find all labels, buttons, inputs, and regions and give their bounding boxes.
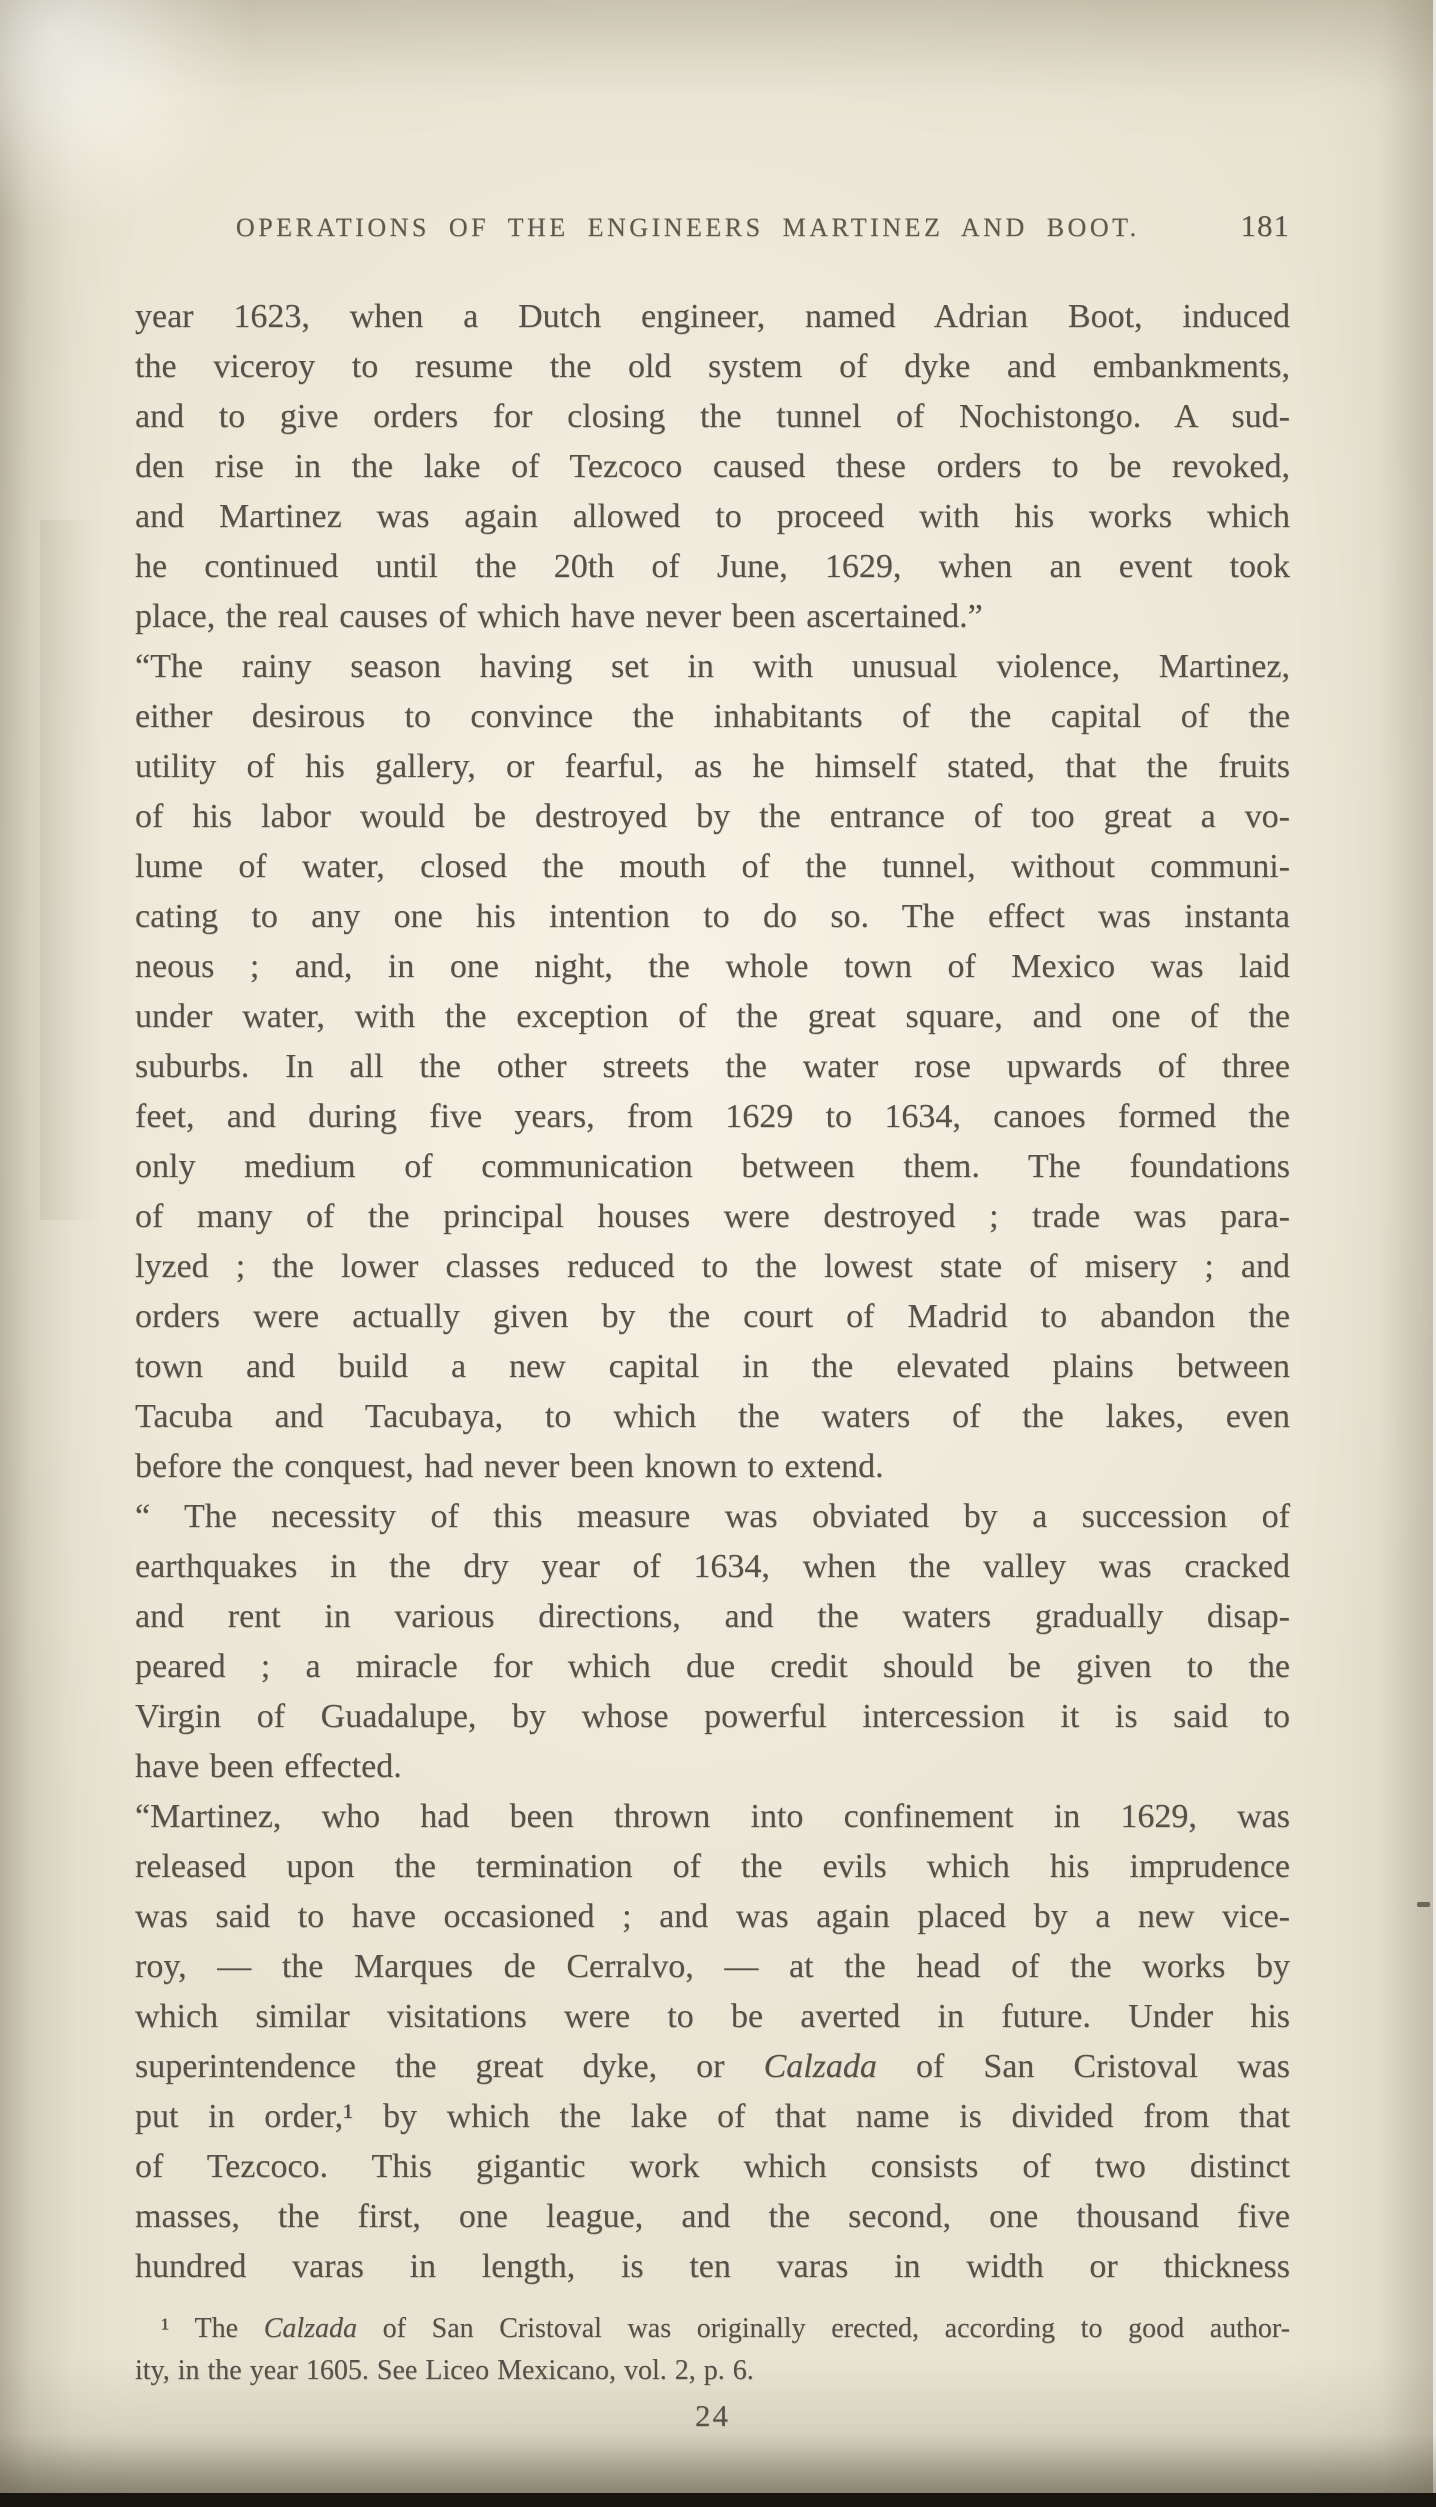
running-header bbox=[135, 208, 1290, 244]
paragraph bbox=[135, 1792, 1290, 2292]
text-line: released upon the termination of the evils which his imprudence bbox=[135, 1848, 1290, 1885]
text-line: “Martinez, who had been thrown into confinement in 1629, was bbox=[135, 1798, 1290, 1835]
folio-number: 24 bbox=[695, 2398, 730, 2433]
text-line: and rent in various directions, and the waters gradually disap- bbox=[135, 1598, 1290, 1635]
text-line: utility of his gallery, or fearful, as he himself stated, that the fruits bbox=[135, 748, 1290, 785]
paragraph bbox=[135, 292, 1290, 642]
text-line: lume of water, closed the mouth of the tunnel, without communi- bbox=[135, 848, 1290, 885]
text-line: which similar visitations were to be averted in future. Under his bbox=[135, 1998, 1290, 2035]
text-line: Virgin of Guadalupe, by whose powerful intercession it is said to bbox=[135, 1698, 1290, 1735]
text-line: put in order,¹ by which the lake of that name is divided from that bbox=[135, 2098, 1290, 2135]
page-body bbox=[135, 292, 1290, 2292]
paper-stain bbox=[40, 520, 100, 1220]
text-line: have been effected. bbox=[135, 1748, 402, 1785]
page-bottom-shadow bbox=[0, 2433, 1436, 2493]
text-line: under water, with the exception of the great square, and one of the bbox=[135, 998, 1290, 1035]
paragraph bbox=[135, 1492, 1290, 1792]
text-line: was said to have occasioned ; and was again placed by a new vice- bbox=[135, 1898, 1290, 1935]
text-line: roy, — the Marques de Cerralvo, — at the head of the works by bbox=[135, 1948, 1290, 1985]
text-line: before the conquest, had never been known to extend. bbox=[135, 1448, 884, 1485]
text-line: and Martinez was again allowed to proceed with his works which bbox=[135, 498, 1290, 535]
text-line: of his labor would be destroyed by the entrance of too great a vo- bbox=[135, 798, 1290, 835]
text-line: cating to any one his intention to do so. The effect was instanta bbox=[135, 898, 1290, 935]
text-line: neous ; and, in one night, the whole town of Mexico was laid bbox=[135, 948, 1290, 985]
text-line: ity, in the year 1605. See Liceo Mexicano, vol. 2, p. 6. bbox=[135, 2355, 754, 2386]
page-number-top: 181 bbox=[1240, 208, 1290, 243]
text-line: peared ; a miracle for which due credit should be given to the bbox=[135, 1648, 1290, 1685]
text-line: Tacuba and Tacubaya, to which the waters of the lakes, even bbox=[135, 1398, 1290, 1435]
text-line: either desirous to convince the inhabitants of the capital of the bbox=[135, 698, 1290, 735]
text-line: place, the real causes of which have never been ascertained.” bbox=[135, 598, 983, 635]
scan-artifact bbox=[1417, 1902, 1430, 1907]
text-line: and to give orders for closing the tunnel of Nochistongo. A sud- bbox=[135, 398, 1290, 435]
text-line: he continued until the 20th of June, 1629, when an event took bbox=[135, 548, 1290, 585]
text-line: superintendence the great dyke, or Calzada of San Cristoval was bbox=[135, 2048, 1290, 2085]
text-line: den rise in the lake of Tezcoco caused these orders to be revoked, bbox=[135, 448, 1290, 485]
text-line: “The rainy season having set in with unusual violence, Martinez, bbox=[135, 648, 1290, 685]
paragraph bbox=[135, 642, 1290, 1492]
text-line: suburbs. In all the other streets the water rose upwards of three bbox=[135, 1048, 1290, 1085]
text-line: “ The necessity of this measure was obviated by a succession of bbox=[135, 1498, 1290, 1535]
text-line: the viceroy to resume the old system of dyke and embankments, bbox=[135, 348, 1290, 385]
text-line: town and build a new capital in the elevated plains between bbox=[135, 1348, 1290, 1385]
running-title: OPERATIONS OF THE ENGINEERS MARTINEZ AND BOOT. bbox=[235, 213, 1140, 242]
scan-edge-bottom bbox=[0, 2493, 1436, 2507]
text-line: ¹ The Calzada of San Cristoval was originally erected, according to good author- bbox=[161, 2313, 1290, 2344]
text-line: masses, the first, one league, and the second, one thousand five bbox=[135, 2198, 1290, 2235]
text-line: of many of the principal houses were destroyed ; trade was para- bbox=[135, 1198, 1290, 1235]
text-line: feet, and during five years, from 1629 to 1634, canoes formed the bbox=[135, 1098, 1290, 1135]
footnote bbox=[135, 2308, 1290, 2392]
text-line: earthquakes in the dry year of 1634, when the valley was cracked bbox=[135, 1548, 1290, 1585]
text-line: of Tezcoco. This gigantic work which consists of two distinct bbox=[135, 2148, 1290, 2185]
text-line: hundred varas in length, is ten varas in width or thickness bbox=[135, 2248, 1290, 2285]
text-line: only medium of communication between them. The foundations bbox=[135, 1148, 1290, 1185]
text-line: orders were actually given by the court of Madrid to abandon the bbox=[135, 1298, 1290, 1335]
text-line: year 1623, when a Dutch engineer, named Adrian Boot, induced bbox=[135, 298, 1290, 335]
text-line: lyzed ; the lower classes reduced to the lowest state of misery ; and bbox=[135, 1248, 1290, 1285]
